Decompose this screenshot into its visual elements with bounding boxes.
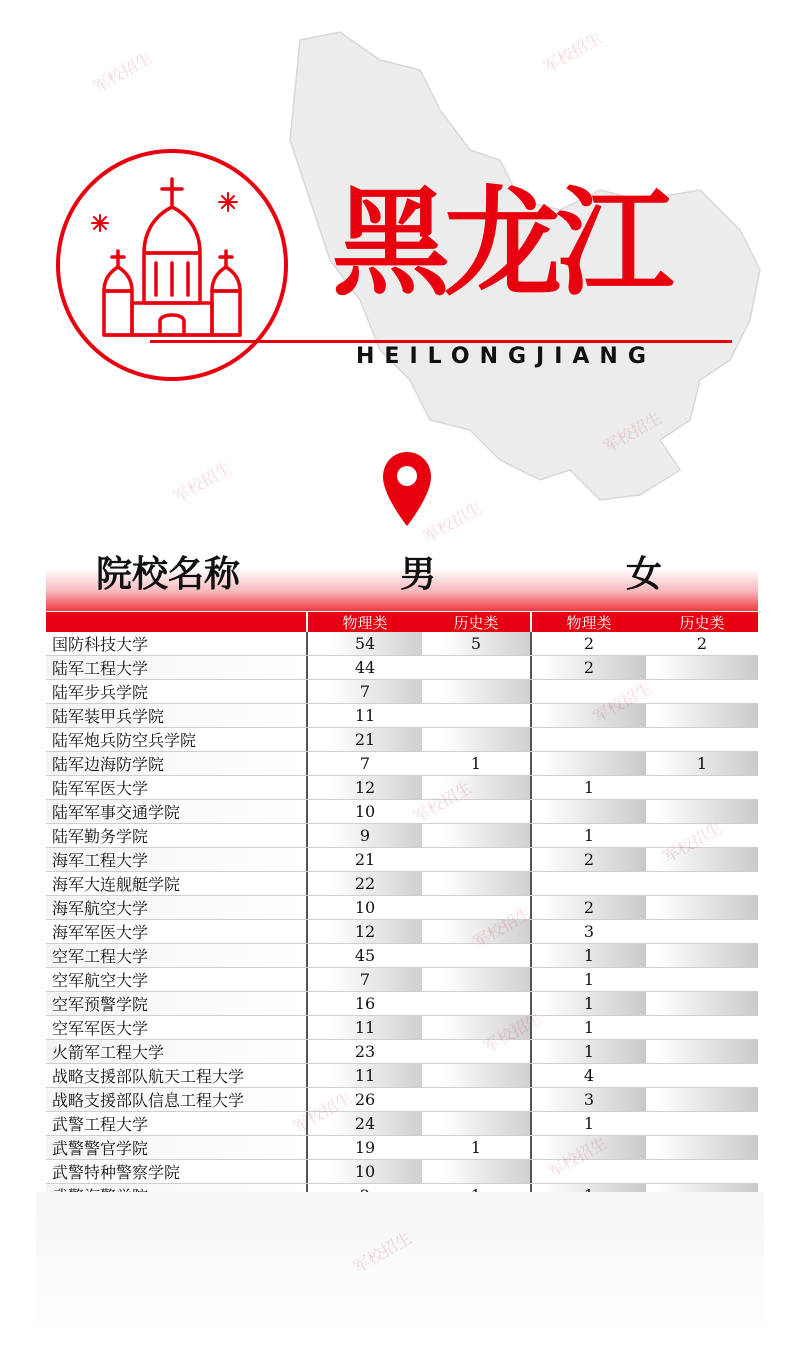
school-name-cell: 陆军边海防学院 <box>46 752 308 775</box>
female-history-cell <box>646 992 758 1015</box>
female-physics-cell <box>532 704 646 727</box>
female-history-cell <box>646 848 758 871</box>
female-history-cell <box>646 824 758 847</box>
female-physics-cell: 1 <box>583 1018 595 1037</box>
school-name-cell: 海军航空大学 <box>46 896 308 919</box>
female-history-cell <box>646 776 758 799</box>
male-physics-cell: 11 <box>308 1064 422 1087</box>
table-row <box>46 632 758 656</box>
female-history-cell <box>646 1112 758 1135</box>
male-physics-cell: 16 <box>354 994 376 1013</box>
province-title: 黑龙江 <box>332 174 669 312</box>
table-row <box>46 992 758 1016</box>
female-physics-cell: 3 <box>532 1088 646 1111</box>
female-history-cell <box>646 872 758 895</box>
male-history-cell <box>422 1112 532 1135</box>
male-physics-cell: 21 <box>354 850 376 869</box>
watermark-text: 军校招生 <box>90 48 155 97</box>
male-physics-cell: 23 <box>354 1042 376 1061</box>
table-row <box>46 920 758 944</box>
male-history-cell <box>422 800 532 823</box>
male-history-cell <box>422 728 532 751</box>
school-name-cell: 空军预警学院 <box>46 992 308 1015</box>
male-history-cell <box>422 896 532 919</box>
male-physics-cell: 10 <box>354 802 376 821</box>
watermark-text: 军校招生 <box>590 678 655 727</box>
watermark-text: 军校招生 <box>540 28 605 77</box>
school-name-cell: 陆军军事交通学院 <box>46 800 308 823</box>
male-history-cell <box>422 872 532 895</box>
school-name-cell: 陆军军医大学 <box>46 776 308 799</box>
school-name-cell: 空军工程大学 <box>46 944 308 967</box>
female-physics-cell: 3 <box>583 922 595 941</box>
school-name-cell: 空军军医大学 <box>46 1016 308 1039</box>
female-history-cell <box>646 800 758 823</box>
male-physics-cell: 11 <box>354 706 376 725</box>
title-divider <box>150 340 732 343</box>
female-history-cell <box>646 1040 758 1063</box>
male-history-cell <box>422 848 532 871</box>
male-physics-cell: 11 <box>308 1016 422 1039</box>
female-physics-cell: 2 <box>532 848 646 871</box>
school-name-cell: 陆军步兵学院 <box>46 680 308 703</box>
subheader-male-physics: 物理类 <box>342 613 388 632</box>
province-title-pinyin: HEILONGJIANG <box>356 344 656 369</box>
male-physics-cell: 26 <box>354 1090 376 1109</box>
female-physics-cell: 1 <box>583 1114 595 1133</box>
table-row <box>46 872 758 896</box>
female-physics-cell: 1 <box>583 778 595 797</box>
table-row <box>46 1088 758 1112</box>
female-physics-cell <box>532 800 646 823</box>
male-history-cell <box>422 1016 532 1039</box>
col-female-header: 女 <box>626 554 663 595</box>
female-history-cell <box>646 1160 758 1183</box>
male-history-cell <box>422 1088 532 1111</box>
female-history-cell <box>646 968 758 991</box>
table-row <box>46 1136 758 1160</box>
female-history-cell <box>646 704 758 727</box>
school-name-cell: 国防科技大学 <box>46 632 308 655</box>
male-history-cell: 1 <box>422 752 532 775</box>
male-physics-cell: 12 <box>308 920 422 943</box>
table-row <box>46 1160 758 1184</box>
female-physics-cell <box>532 680 646 703</box>
female-physics-cell: 2 <box>532 896 646 919</box>
male-history-cell: 5 <box>422 632 532 655</box>
male-physics-cell: 10 <box>354 898 376 917</box>
col-school-header: 院校名称 <box>96 554 241 595</box>
male-physics-cell: 24 <box>308 1112 422 1135</box>
female-physics-cell <box>532 752 646 775</box>
location-pin-icon <box>380 450 434 530</box>
watermark-text: 军校招生 <box>420 498 485 547</box>
school-name-cell: 陆军装甲兵学院 <box>46 704 308 727</box>
male-history-cell <box>422 704 532 727</box>
female-history-cell: 2 <box>696 634 708 653</box>
col-male-header: 男 <box>400 554 437 595</box>
table-row <box>46 1040 758 1064</box>
male-physics-cell: 44 <box>354 658 376 677</box>
male-physics-cell: 45 <box>354 946 376 965</box>
school-name-cell: 战略支援部队航天工程大学 <box>46 1064 308 1087</box>
female-physics-cell: 1 <box>583 970 595 989</box>
male-history-cell <box>422 1040 532 1063</box>
table-row <box>46 680 758 704</box>
female-history-cell <box>646 896 758 919</box>
table-row <box>46 968 758 992</box>
female-physics-cell <box>532 1136 646 1159</box>
table-row <box>46 944 758 968</box>
female-physics-cell <box>532 1160 646 1183</box>
male-physics-cell: 7 <box>308 968 422 991</box>
female-physics-cell: 2 <box>532 656 646 679</box>
female-history-cell <box>646 656 758 679</box>
male-history-cell <box>422 920 532 943</box>
male-physics-cell: 22 <box>308 872 422 895</box>
female-physics-cell: 2 <box>583 634 595 653</box>
school-name-cell: 海军大连舰艇学院 <box>46 872 308 895</box>
female-physics-cell: 1 <box>532 1040 646 1063</box>
school-name-cell: 陆军工程大学 <box>46 656 308 679</box>
watermark-text: 军校招生 <box>410 778 475 827</box>
male-physics-cell: 9 <box>308 824 422 847</box>
table-row <box>46 824 758 848</box>
table-row <box>46 728 758 752</box>
school-name-cell: 海军工程大学 <box>46 848 308 871</box>
female-history-cell: 1 <box>646 752 758 775</box>
table-row <box>46 704 758 728</box>
subheader-blank <box>46 612 308 632</box>
table-row <box>46 752 758 776</box>
bottom-fade <box>36 1192 764 1332</box>
female-history-cell <box>646 1136 758 1159</box>
church-emblem-icon <box>52 145 292 385</box>
female-history-cell <box>646 1064 758 1087</box>
school-name-cell: 火箭军工程大学 <box>46 1040 308 1063</box>
table-row <box>46 1064 758 1088</box>
male-physics-cell: 21 <box>308 728 422 751</box>
school-name-cell: 陆军勤务学院 <box>46 824 308 847</box>
table-row <box>46 1112 758 1136</box>
subheader-female-physics: 物理类 <box>566 613 612 632</box>
female-physics-cell: 1 <box>532 944 646 967</box>
male-history-cell <box>422 1160 532 1183</box>
female-history-cell <box>646 680 758 703</box>
table-row <box>46 848 758 872</box>
table-row <box>46 800 758 824</box>
female-physics-cell: 4 <box>583 1066 595 1085</box>
female-physics-cell: 1 <box>532 992 646 1015</box>
female-physics-cell <box>532 872 646 895</box>
watermark-text: 军校招生 <box>660 818 725 867</box>
school-name-cell: 战略支援部队信息工程大学 <box>46 1088 308 1111</box>
female-history-cell <box>646 920 758 943</box>
male-history-cell <box>422 824 532 847</box>
male-history-cell <box>422 656 532 679</box>
school-name-cell: 陆军炮兵防空兵学院 <box>46 728 308 751</box>
admission-table <box>46 612 758 1208</box>
female-history-cell <box>646 944 758 967</box>
male-history-cell <box>422 968 532 991</box>
school-name-cell: 海军军医大学 <box>46 920 308 943</box>
female-history-cell <box>646 1016 758 1039</box>
male-physics-cell: 12 <box>308 776 422 799</box>
male-history-cell <box>422 944 532 967</box>
male-physics-cell: 10 <box>308 1160 422 1183</box>
watermark-text: 军校招生 <box>170 458 235 507</box>
female-history-cell <box>646 728 758 751</box>
female-physics-cell <box>532 728 646 751</box>
male-history-cell <box>422 776 532 799</box>
male-physics-cell: 7 <box>308 680 422 703</box>
subheader-male-history: 历史类 <box>422 612 532 632</box>
male-history-cell <box>422 1064 532 1087</box>
school-name-cell: 空军航空大学 <box>46 968 308 991</box>
school-name-cell: 武警特种警察学院 <box>46 1160 308 1183</box>
table-row <box>46 776 758 800</box>
school-name-cell: 武警警官学院 <box>46 1136 308 1159</box>
male-physics-cell: 54 <box>308 632 422 655</box>
male-history-cell <box>422 992 532 1015</box>
male-physics-cell: 7 <box>359 754 371 773</box>
male-history-cell: 1 <box>422 1136 532 1159</box>
male-physics-cell: 19 <box>354 1138 376 1157</box>
female-physics-cell: 1 <box>583 826 595 845</box>
table-row <box>46 896 758 920</box>
subheader-female-history: 历史类 <box>679 613 725 632</box>
female-history-cell <box>646 1088 758 1111</box>
male-history-cell <box>422 680 532 703</box>
table-row <box>46 656 758 680</box>
table-subheader-row <box>46 612 758 632</box>
table-row <box>46 1016 758 1040</box>
school-name-cell: 武警工程大学 <box>46 1112 308 1135</box>
